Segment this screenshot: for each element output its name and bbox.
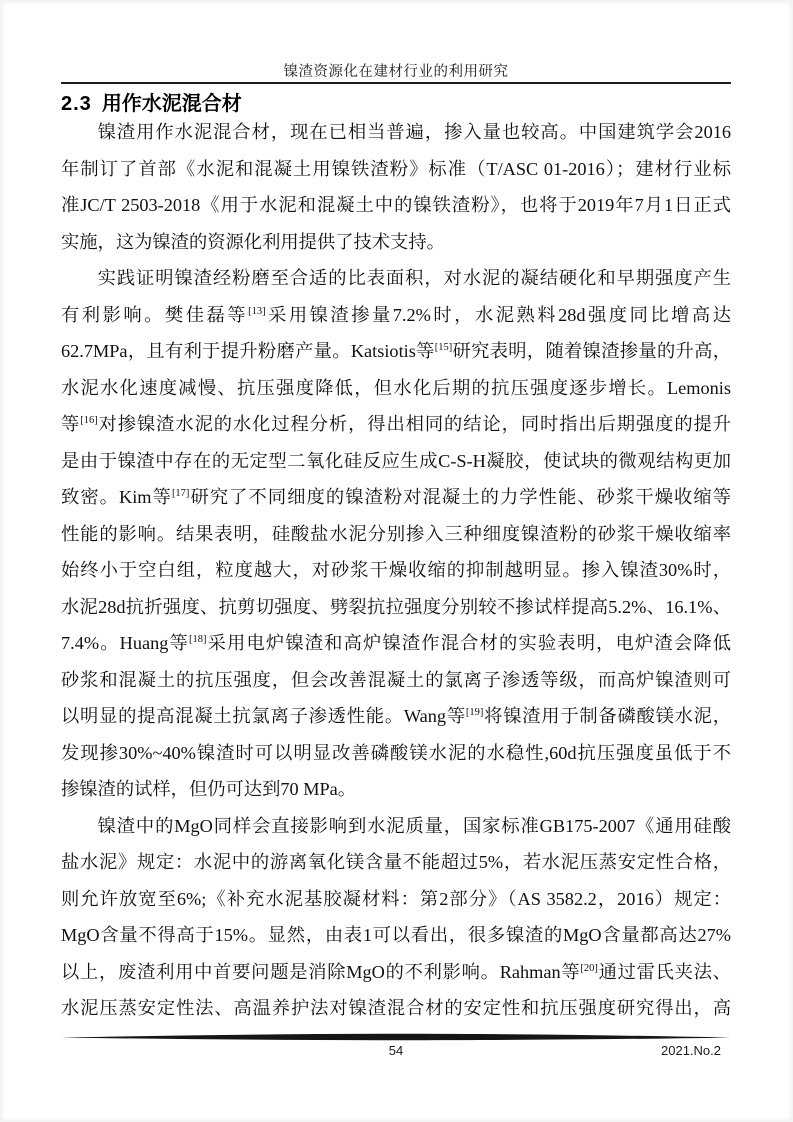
body-line: 62.7MPa，且有利于提升粉磨产量。Katsiotis等[15]研究表明，随着镍渣掺量的升高， <box>61 341 731 361</box>
body-line: 以上，废渣利用中首要问题是消除MgO的不利影响。Rahman等[20]通过雷氏夹法、 <box>61 961 731 982</box>
citation-ref: [19] <box>465 706 484 718</box>
body-line: 致密。Kim等[17]研究了不同细度的镍渣粉对混凝土的力学性能、砂浆干燥收缩等 <box>61 487 731 507</box>
issue-number: 2021.No.2 <box>661 1043 721 1058</box>
body-line: 水泥水化速度减慢、抗压强度降低，但水化后期的抗压强度逐步增长。Lemonis <box>61 377 731 398</box>
footer-bar <box>61 1033 731 1041</box>
citation-ref: [17] <box>171 487 190 499</box>
body-line: 实践证明镍渣经粉磨至合适的比表面积，对水泥的凝结硬化和早期强度产生 <box>97 268 731 288</box>
citation-ref: [18] <box>188 633 207 645</box>
header-rule <box>61 82 731 84</box>
body-line: 年制订了首部《水泥和混凝土用镍铁渣粉》标准（T/ASC 01-2016）；建材行业标 <box>61 158 731 179</box>
section-title: 用作水泥混合材 <box>101 93 242 115</box>
citation-ref: [15] <box>434 341 453 353</box>
body-line: 等[16]对掺镍渣水泥的水化过程分析，得出相同的结论，同时指出后期强度的提升 <box>61 414 731 434</box>
body-line: 实施，这为镍渣的资源化利用提供了技术支持。 <box>61 231 445 252</box>
footer-bar-shape <box>61 1033 731 1041</box>
body-line: 水泥28d抗折强度、抗剪切强度、劈裂抗拉强度分别较不掺试样提高5.2%、16.1%、 <box>61 596 731 617</box>
body-line: 7.4%。Huang等[18]采用电炉镍渣和高炉镍渣作混合材的实验表明，电炉渣会降低 <box>61 633 731 653</box>
citation-ref: [20] <box>580 962 598 974</box>
page-number: 54 <box>388 1043 404 1058</box>
body-line: 性能的影响。结果表明，硅酸盐水泥分别掺入三种细度镍渣粉的砂浆干燥收缩率 <box>61 523 731 544</box>
body-line: 始终小于空白组，粒度越大，对砂浆干燥收缩的抑制越明显。掺入镍渣30%时， <box>61 560 731 580</box>
body-line: MgO含量不得高于15%。显然，由表1可以看出，很多镍渣的MgO含量都高达27% <box>61 925 731 945</box>
body-line: 砂浆和混凝土的抗压强度，但会改善混凝土的氯离子渗透等级，而高炉镍渣则可 <box>61 669 731 690</box>
body-line: 镍渣用作水泥混合材，现在已相当普遍，掺入量也较高。中国建筑学会2016 <box>97 122 731 142</box>
body-text <box>61 114 731 1027</box>
body-line: 镍渣中的MgO同样会直接影响到水泥质量，国家标准GB175-2007《通用硅酸 <box>97 815 731 836</box>
body-line: 准JC/T 2503-2018《用于水泥和混凝土中的镍铁渣粉》，也将于2019年7月1日正式 <box>61 195 731 215</box>
body-line: 是由于镍渣中存在的无定型二氧化硅反应生成C-S-H凝胶，使试块的微观结构更加 <box>61 450 731 471</box>
section-heading <box>61 87 731 116</box>
body-line: 水泥压蒸安定性法、高温养护法对镍渣混合材的安定性和抗压强度研究得出，高 <box>61 998 731 1018</box>
body-line: 发现掺30%~40%镍渣时可以明显改善磷酸镁水泥的水稳性,60d抗压强度虽低于不 <box>61 742 731 763</box>
body-line: 有利影响。樊佳磊等[13]采用镍渣掺量7.2%时，水泥熟料28d强度同比增高达 <box>61 304 731 325</box>
footer-row <box>61 1043 731 1058</box>
body-line: 盐水泥》规定：水泥中的游离氧化镁含量不能超过5%，若水泥压蒸安定性合格， <box>61 852 731 872</box>
citation-ref: [13] <box>248 305 266 317</box>
section-number: 2.3 <box>61 93 92 115</box>
body-line: 以明显的提高混凝土抗氯离子渗透性能。Wang等[19]将镍渣用于制备磷酸镁水泥， <box>61 706 731 726</box>
body-line: 掺镍渣的试样，但仍可达到70 MPa。 <box>61 779 357 799</box>
body-line: 则允许放宽至6%;《补充水泥基胶凝材料：第2部分》（AS 3582.2，2016）规定： <box>61 888 731 909</box>
running-title: 镍渣资源化在建材行业的利用研究 <box>283 64 509 80</box>
citation-ref: [16] <box>80 414 98 426</box>
